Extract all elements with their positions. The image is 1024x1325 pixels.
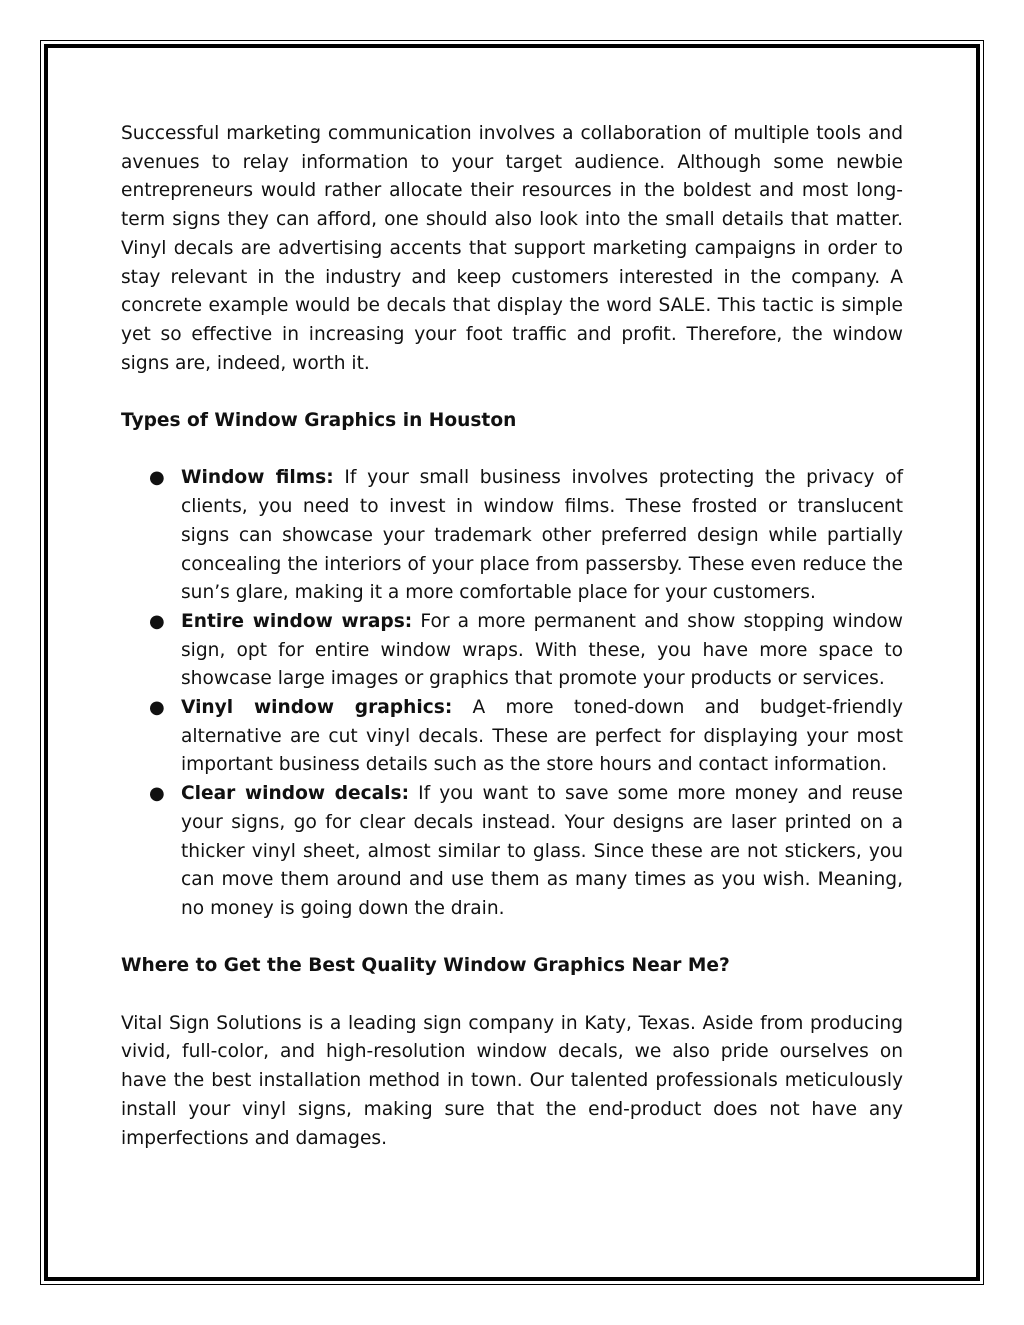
section-heading-types: Types of Window Graphics in Houston xyxy=(121,410,517,432)
list-item-text: For a more permanent and show stopping window sign, opt for entire window wraps. With these, you have more space to showcase large images or graphics that promote your products or services. xyxy=(181,610,903,690)
list-item-window-films xyxy=(149,464,903,608)
list-item-term: Entire window wraps: xyxy=(181,610,413,632)
bullet-icon: ● xyxy=(149,467,165,489)
list-item-term: Vinyl window graphics: xyxy=(181,697,453,719)
list-item-entire-window-wraps xyxy=(149,608,903,694)
intro-paragraph: Successful marketing communication involves a collaboration of multiple tools and avenues to relay information to your target audience. Although some newbie entrepreneurs would rather allocate their resources in the boldest and most long-term signs they can afford, one should also look into the small details that matter. Vinyl decals are advertising accents that support marketing campaigns in order to stay relevant in the industry and keep customers interested in the company. A concrete example would be decals that display the word SALE. This tactic is simple yet so effective in increasing your foot traffic and profit. Therefore, the window signs are, indeed, worth it. xyxy=(121,123,903,374)
list-item-text: A more toned-down and budget-friendly alternative are cut vinyl decals. These are perfect for displaying your most important business details such as the store hours and contact information. xyxy=(181,697,904,776)
bullet-icon: ● xyxy=(149,783,165,805)
list-item-term: Window films: xyxy=(181,467,334,489)
list-item-text: If your small business involves protecting the privacy of clients, you need to invest in window films. These frosted or translucent signs can showcase your trademark other preferred design while partially concealing the interiors of your place from passersby. These even reduce the sun’s glare, making it a more comfortable place for your customers. xyxy=(181,467,903,604)
list-item-text: If you want to save some more money and reuse your signs, go for clear decals instead. Your designs are laser printed on a thicker vinyl sheet, almost similar to glass. Since these are not stickers, you can move them around and use them as many times as you wish. Meaning, no money is going down the drain. xyxy=(181,783,903,919)
document-body xyxy=(121,120,903,1153)
list-item-term: Clear window decals: xyxy=(181,783,410,805)
window-graphics-list xyxy=(121,464,903,923)
closing-paragraph: Vital Sign Solutions is a leading sign company in Katy, Texas. Aside from producing vivid, full-color, and high-resolution window decals, we also pride ourselves on have the best installation method in town. Our talented professionals meticulously install your vinyl signs, making sure that the end-product does not have any imperfections and damages. xyxy=(121,1012,903,1149)
bullet-icon: ● xyxy=(149,697,165,719)
list-item-vinyl-window-graphics xyxy=(149,694,904,780)
section-heading-where: Where to Get the Best Quality Window Graphics Near Me? xyxy=(121,955,730,977)
list-item-clear-window-decals xyxy=(149,780,903,924)
bullet-icon: ● xyxy=(149,610,165,632)
